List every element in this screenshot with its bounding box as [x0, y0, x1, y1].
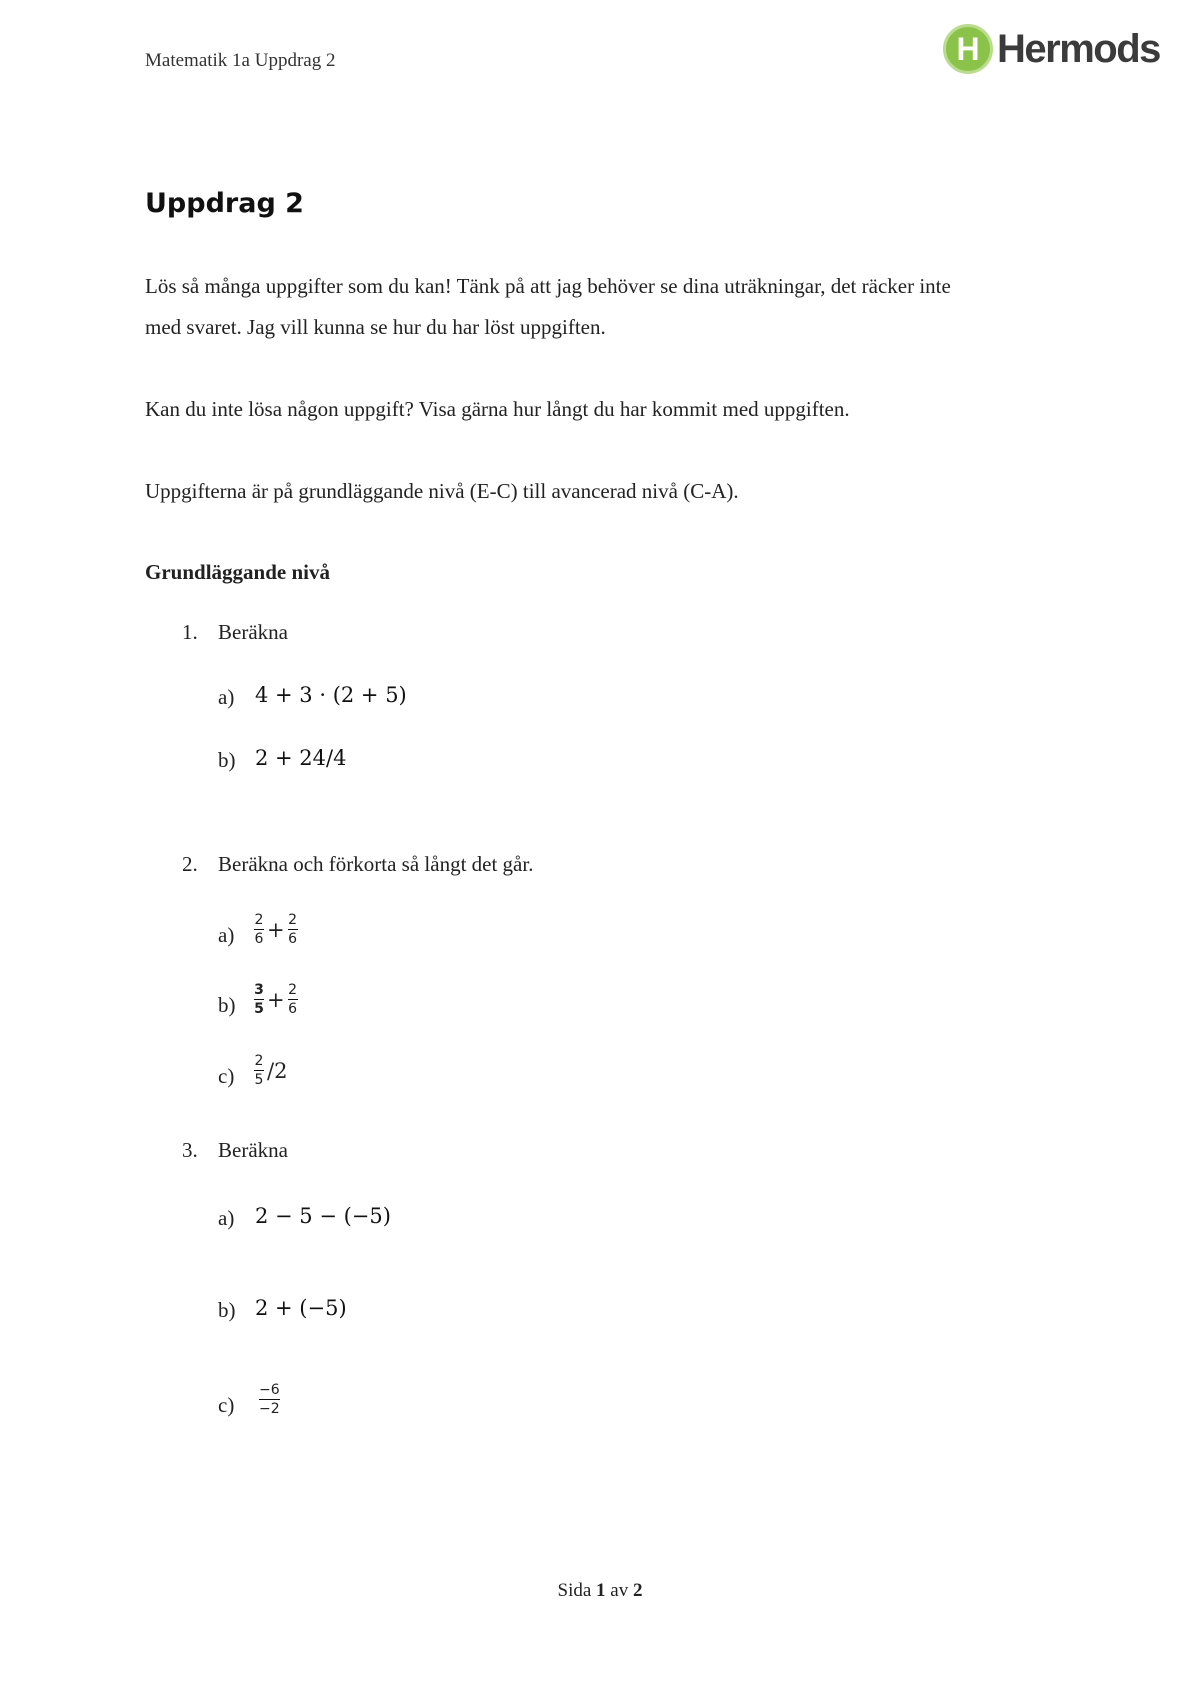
question-2-text: Beräkna och förkorta så långt det går.	[218, 852, 534, 876]
page-footer: Sida 1 av 2	[557, 1580, 643, 1601]
fraction: $\frac{2}{6}$	[254, 912, 264, 947]
fraction: $\frac{-6}{-2}$	[259, 1382, 280, 1417]
question-1-number: 1.	[182, 620, 198, 644]
intro-paragraph-3: Uppgifterna är på grundläggande nivå (E-C) till avancerad nivå (C-A).	[145, 479, 739, 503]
question-2a-expression: $\frac{2}{6}$ + $\frac{2}{6}$	[254, 912, 298, 947]
footer-page-total: 2	[632, 1580, 643, 1601]
fraction: $\frac{2}{6}$	[288, 982, 298, 1017]
question-1-text: Beräkna	[218, 620, 288, 644]
section-heading: Grundläggande nivå	[145, 560, 330, 584]
question-2c-expression: $\frac{2}{5}$ /2	[254, 1053, 288, 1088]
question-3-text: Beräkna	[218, 1138, 288, 1162]
question-2-number: 2.	[182, 852, 198, 876]
fraction: $\frac{2}{5}$	[254, 1053, 264, 1088]
header-course-title: Matematik 1a Uppdrag 2	[145, 50, 336, 71]
question-1b-expression: 2 + 24/4	[255, 746, 347, 770]
footer-page-number: 1	[596, 1580, 606, 1601]
intro-line-1: Lös så många uppgifter som du kan! Tänk på att jag behöver se dina uträkningar, det räcker inte	[145, 274, 951, 298]
page-title: Uppdrag 2	[145, 188, 304, 219]
question-3b-expression: 2 + (−5)	[255, 1296, 347, 1320]
question-2b-label: b)	[218, 993, 236, 1017]
question-3c-expression	[258, 1382, 281, 1417]
question-2c-label: c)	[218, 1064, 235, 1088]
question-1b-label: b)	[218, 748, 236, 772]
question-2a-label: a)	[218, 923, 235, 947]
question-3a-label: a)	[218, 1206, 235, 1230]
intro-line-2: med svaret. Jag vill kunna se hur du har löst uppgiften.	[145, 315, 606, 339]
question-2b-expression: $\frac{3}{5}$ + $\frac{2}{6}$	[254, 982, 298, 1017]
question-3c-label: c)	[218, 1393, 235, 1417]
intro-paragraph-2: Kan du inte lösa någon uppgift? Visa gärna hur långt du har kommit med uppgiften.	[145, 397, 850, 421]
question-3a-expression: 2 − 5 − (−5)	[255, 1204, 391, 1228]
hermods-logo-text: Hermods	[997, 26, 1160, 71]
hermods-logo-icon: H	[943, 24, 993, 74]
question-1a-label: a)	[218, 685, 235, 709]
hermods-logo	[943, 24, 1160, 74]
question-3-number: 3.	[182, 1138, 198, 1162]
fraction: $\frac{2}{6}$	[288, 912, 298, 947]
question-3b-label: b)	[218, 1298, 236, 1322]
fraction: $\frac{3}{5}$	[254, 982, 264, 1017]
question-1a-expression: 4 + 3 · (2 + 5)	[255, 683, 407, 707]
